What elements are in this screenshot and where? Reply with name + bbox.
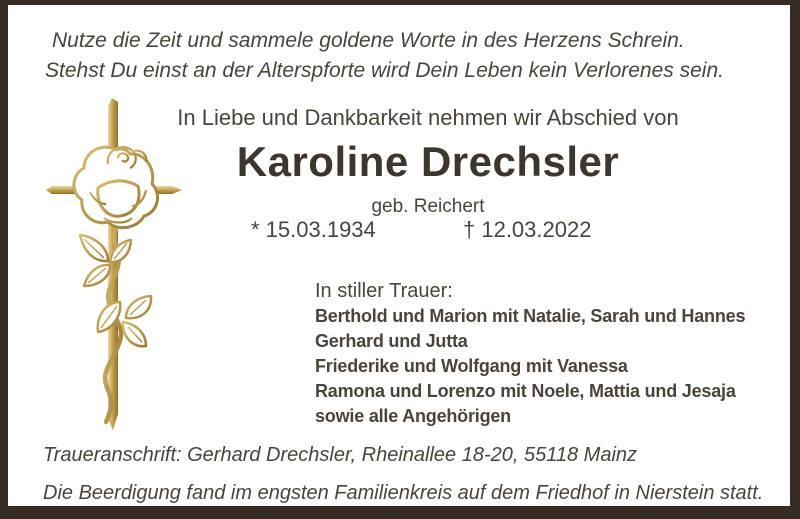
mourner-line: Gerhard und Jutta xyxy=(315,331,468,351)
mourning-address-line: Traueranschrift: Gerhard Drechsler, Rheinallee 18-20, 55118 Mainz xyxy=(43,444,638,466)
mourner-line: Ramona und Lorenzo mit Noele, Mattia und Jesaja xyxy=(315,381,736,401)
verse-line-1: Nutze die Zeit und sammele goldene Worte in des Herzens Schrein. xyxy=(52,29,685,52)
mourner-line: Friederike und Wolfgang mit Vanessa xyxy=(315,356,628,376)
mourner-line: Berthold und Marion mit Natalie, Sarah und Hannes xyxy=(315,306,746,326)
verse-line-2: Stehst Du einst an der Alterspforte wird Dein Leben kein Verlorenes sein. xyxy=(45,59,724,82)
mourner-line: sowie alle Angehörigen xyxy=(315,406,511,426)
burial-info-line: Die Beerdigung fand im engsten Familienkreis auf dem Friedhof in Nierstein statt. xyxy=(43,482,764,504)
deceased-name: Karoline Drechsler xyxy=(236,138,620,185)
notice-paper xyxy=(8,5,790,506)
mourners-heading: In stiller Trauer: xyxy=(315,280,453,302)
maiden-name: geb. Reichert xyxy=(371,196,485,217)
birth-date: * 15.03.1934 xyxy=(251,217,376,242)
intro-line: In Liebe und Dankbarkeit nehmen wir Abschied von xyxy=(177,105,679,130)
mourners-block xyxy=(315,279,745,429)
death-date: † 12.03.2022 xyxy=(463,217,592,242)
